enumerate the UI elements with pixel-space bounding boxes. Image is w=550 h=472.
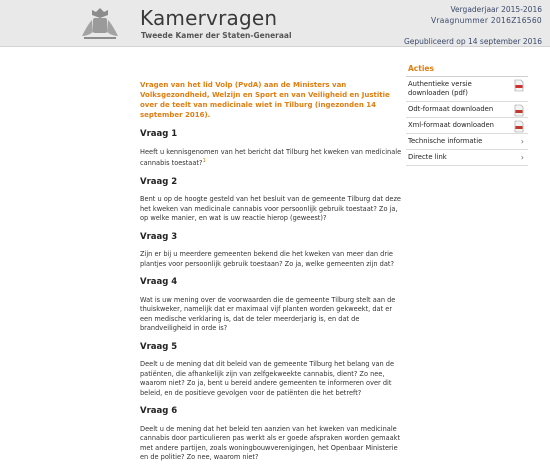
technical-info-link[interactable] <box>406 134 528 150</box>
site-title[interactable]: Kamervragen <box>140 6 278 30</box>
question-title: Vraag 5 <box>140 341 178 352</box>
direct-link[interactable] <box>406 150 528 166</box>
actions-sidebar <box>406 62 528 166</box>
document-intro: Vragen van het lid Volp (PvdA) aan de Ministers van Volksgezondheid, Welzijn en Sport en van Veiligheid en Justitie over de teelt van medicinale wiet in Tilburg (ingezonden 14 september 2016). <box>140 81 390 119</box>
question-title: Vraag 4 <box>140 277 178 288</box>
footnote-link[interactable]: 1 <box>202 158 206 164</box>
download-pdf-link[interactable] <box>406 77 528 102</box>
chevron-right-icon: › <box>520 153 524 162</box>
question-title: Vraag 3 <box>140 231 178 242</box>
direct-link-label: Directe link <box>408 153 447 161</box>
technical-info-label: Technische informatie <box>408 137 483 145</box>
question-text: Deelt u de mening dat het beleid ten aanzien van het kweken van medicinale cannabis door particulieren pas werkt als er goede afspraken worden gemaakt met andere partijen, zoals woningbouwverenigingen, het Openbaar Ministerie en de politie? Zo nee, waarom niet? <box>140 424 401 462</box>
question-title: Vraag 6 <box>140 406 178 417</box>
question-document <box>140 80 405 472</box>
download-pdf-label: Authentieke versie downloaden (pdf) <box>408 80 472 97</box>
download-odt-label: Odt-formaat downloaden <box>408 105 494 113</box>
question-body: Heeft u kennisgenomen van het bericht dat Tilburg het kweken van medicinale cannabis toestaat? <box>140 147 402 168</box>
document-meta <box>431 4 542 26</box>
publication-date: Gepubliceerd op 14 september 2016 <box>403 37 542 46</box>
session-year: Vergaderjaar 2015-2016 <box>450 5 542 14</box>
question-text: Bent u op de hoogte gesteld van het besluit van de gemeente Tilburg dat deze het kweken van medicinale cannabis voor persoonlijk gebruik toestaat? Zo ja, op welke manier, en wat is uw reactie hierop (geweest)? <box>140 195 401 223</box>
question-text: Deelt u de mening dat dit beleid van de gemeente Tilburg het belang van de patiënten, die afhankelijk zijn van zelfgekweekte cannabis, dient? Zo nee, waarom niet? Zo ja, bent u bereid andere gemeenten te informeren over dit beleid, en de positieve gevolgen voor de patiënten die het betreft? <box>140 360 395 397</box>
pdf-icon <box>514 80 524 91</box>
document-icon <box>514 105 524 116</box>
coat-of-arms-icon <box>78 6 122 42</box>
download-odt-link[interactable] <box>406 102 528 118</box>
document-icon <box>514 121 524 132</box>
question-title: Vraag 1 <box>140 129 178 139</box>
question-text: Wat is uw mening over de voorwaarden die de gemeente Tilburg stelt aan de thuiskweker, namelijk dat er maximaal vijf planten worden gekweekt, dat er een medische verklaring is, dat de teler meerderjarig is, en dat de brandveiligheid in orde is? <box>140 295 396 333</box>
download-xml-label: Xml-formaat downloaden <box>408 121 494 129</box>
site-header <box>0 0 550 47</box>
actions-heading: Acties <box>406 62 528 77</box>
question-text <box>140 148 405 169</box>
chevron-right-icon: › <box>520 137 524 146</box>
site-subtitle: Tweede Kamer der Staten-Generaal <box>141 31 292 40</box>
question-text: Zijn er bij u meerdere gemeenten bekend die het kweken van meer dan drie plantjes voor persoonlijk gebruik toestaan? Zo ja, welke gemeenten zijn dat? <box>140 250 394 268</box>
question-title: Vraag 2 <box>140 176 178 187</box>
download-xml-link[interactable] <box>406 118 528 134</box>
question-number: Vraagnummer 2016Z16560 <box>430 16 542 25</box>
